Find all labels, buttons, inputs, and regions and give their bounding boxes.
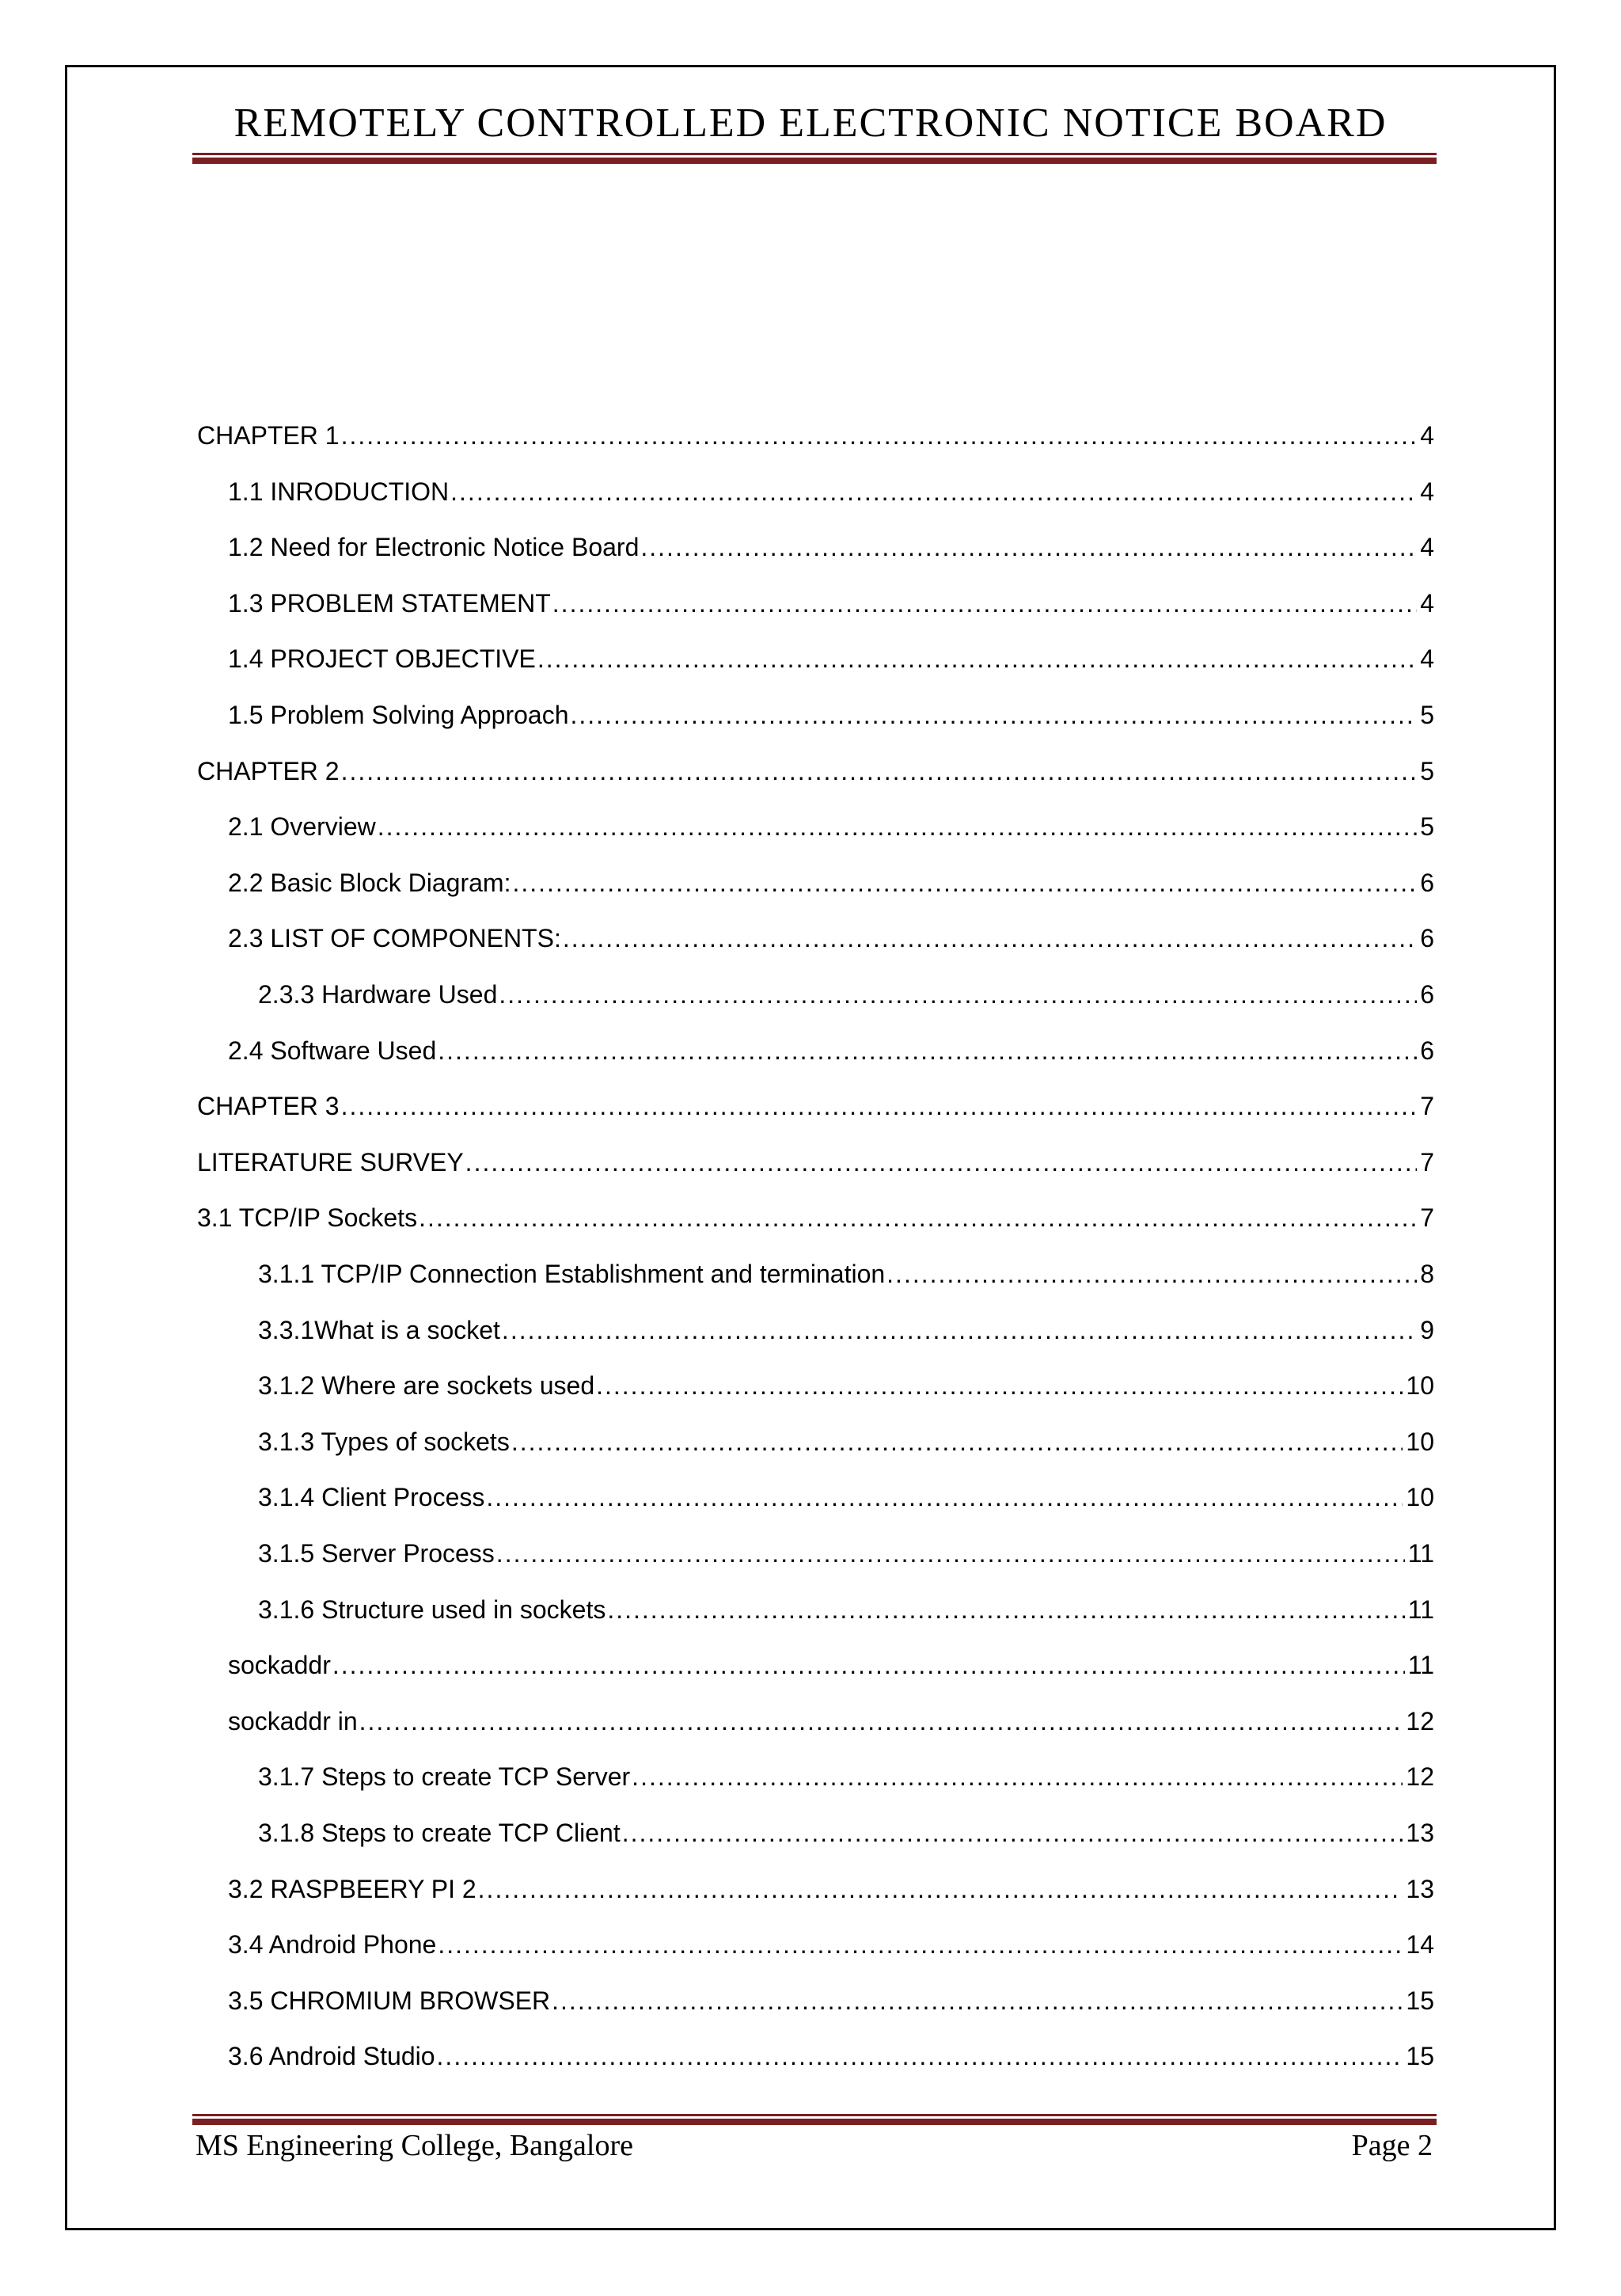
toc-entry-title: 3.1.2 Where are sockets used: [258, 1371, 595, 1400]
toc-entry[interactable]: [228, 1982, 1434, 2020]
toc-entry-title: 3.1.3 Types of sockets: [258, 1427, 510, 1456]
toc-dot-leader: [450, 473, 1417, 511]
toc-entry-page: 5: [1420, 812, 1434, 841]
toc-entry[interactable]: [228, 640, 1434, 678]
toc-dot-leader: [622, 1814, 1403, 1852]
footer-rule-thin: [192, 2114, 1437, 2116]
toc-entry-page: 7: [1420, 1148, 1434, 1177]
toc-entry[interactable]: [258, 1367, 1434, 1405]
toc-entry-page: 11: [1407, 1595, 1434, 1624]
toc-entry-title: 2.3.3 Hardware Used: [258, 980, 498, 1009]
toc-entry[interactable]: [258, 1534, 1434, 1572]
toc-entry[interactable]: [197, 1087, 1434, 1125]
toc-dot-leader: [511, 1423, 1403, 1461]
toc-entry-page: 4: [1420, 421, 1434, 450]
toc-entry[interactable]: [197, 416, 1434, 454]
toc-entry-page: 12: [1406, 1707, 1434, 1735]
toc-entry[interactable]: [258, 975, 1434, 1013]
toc-entry-title: 3.1.4 Client Process: [258, 1483, 485, 1511]
toc-dot-leader: [552, 584, 1417, 622]
toc-entry-page: 4: [1420, 477, 1434, 506]
toc-entry[interactable]: [228, 919, 1434, 957]
header-title: REMOTELY CONTROLLED ELECTRONIC NOTICE BOARD: [233, 101, 1388, 146]
toc-dot-leader: [512, 864, 1417, 902]
toc-dot-leader: [570, 696, 1417, 734]
toc-entry-page: 12: [1406, 1762, 1434, 1791]
toc-entry[interactable]: [228, 1646, 1434, 1684]
toc-entry-page: 4: [1420, 644, 1434, 673]
toc-entry-page: 15: [1406, 1986, 1434, 2015]
toc-entry-page: 11: [1407, 1539, 1434, 1568]
toc-entry-title: 2.2 Basic Block Diagram:: [228, 869, 511, 897]
toc-entry[interactable]: [197, 1199, 1434, 1237]
toc-dot-leader: [499, 975, 1417, 1013]
toc-entry-page: 7: [1420, 1203, 1434, 1232]
toc-entry-title: 3.1.8 Steps to create TCP Client: [258, 1819, 621, 1847]
toc-entry-title: 3.1.1 TCP/IP Connection Establishment and termination: [258, 1260, 886, 1288]
toc-entry-page: 5: [1420, 757, 1434, 785]
toc-dot-leader: [359, 1702, 1403, 1740]
toc-dot-leader: [537, 640, 1417, 678]
footer-page-number: Page 2: [1351, 2129, 1433, 2162]
footer-rule-thick: [192, 2119, 1437, 2125]
toc-entry-page: 10: [1406, 1483, 1434, 1511]
toc-entry[interactable]: [228, 696, 1434, 734]
toc-entry[interactable]: [228, 2037, 1434, 2075]
toc-dot-leader: [886, 1255, 1417, 1293]
toc-entry[interactable]: [228, 808, 1434, 846]
toc-entry[interactable]: [258, 1814, 1434, 1852]
toc-dot-leader: [607, 1591, 1404, 1629]
toc-entry-title: 3.6 Android Studio: [228, 2042, 435, 2070]
toc-entry-title: 2.3 LIST OF COMPONENTS:: [228, 924, 561, 952]
toc-entry[interactable]: [258, 1591, 1434, 1629]
toc-entry-title: sockaddr: [228, 1651, 331, 1679]
toc-entry[interactable]: [228, 473, 1434, 511]
toc-entry-page: 15: [1406, 2042, 1434, 2070]
toc-entry-title: 1.2 Need for Electronic Notice Board: [228, 533, 640, 561]
toc-entry-page: 6: [1420, 869, 1434, 897]
toc-entry-page: 9: [1420, 1316, 1434, 1344]
toc-entry-title: 2.4 Software Used: [228, 1036, 437, 1065]
toc-entry-title: 3.1.7 Steps to create TCP Server: [258, 1762, 631, 1791]
toc-entry[interactable]: [258, 1478, 1434, 1516]
toc-entry-page: 10: [1406, 1427, 1434, 1456]
toc-entry-title: sockaddr in: [228, 1707, 358, 1735]
toc-entry-page: 14: [1406, 1930, 1434, 1959]
toc-dot-leader: [341, 752, 1418, 790]
toc-entry[interactable]: [228, 864, 1434, 902]
toc-entry[interactable]: [228, 584, 1434, 622]
toc-entry-page: 6: [1420, 1036, 1434, 1065]
toc-entry-page: 10: [1406, 1371, 1434, 1400]
toc-dot-leader: [341, 416, 1418, 454]
toc-entry-title: 3.5 CHROMIUM BROWSER: [228, 1986, 551, 2015]
toc-dot-leader: [486, 1478, 1403, 1516]
toc-entry-title: CHAPTER 2: [197, 757, 340, 785]
toc-entry-title: 2.1 Overview: [228, 812, 376, 841]
toc-dot-leader: [438, 1925, 1403, 1963]
toc-entry-title: 3.1 TCP/IP Sockets: [197, 1203, 418, 1232]
toc-entry-title: CHAPTER 3: [197, 1092, 340, 1120]
toc-dot-leader: [563, 919, 1417, 957]
toc-entry-title: CHAPTER 1: [197, 421, 340, 450]
toc-dot-leader: [419, 1199, 1417, 1237]
toc-dot-leader: [496, 1534, 1405, 1572]
toc-entry[interactable]: [228, 1870, 1434, 1908]
toc-entry-title: 3.3.1What is a socket: [258, 1316, 500, 1344]
toc-entry-page: 6: [1420, 924, 1434, 952]
toc-entry-page: 11: [1407, 1651, 1434, 1679]
toc-dot-leader: [596, 1367, 1403, 1405]
toc-dot-leader: [378, 808, 1417, 846]
toc-entry[interactable]: [228, 528, 1434, 566]
toc-entry[interactable]: [258, 1311, 1434, 1349]
toc-entry[interactable]: [228, 1702, 1434, 1740]
toc-entry-title: 1.5 Problem Solving Approach: [228, 701, 569, 729]
toc-entry[interactable]: [197, 1143, 1434, 1181]
toc-dot-leader: [640, 528, 1417, 566]
toc-entry-page: 4: [1420, 589, 1434, 618]
toc-entry-title: 3.1.5 Server Process: [258, 1539, 495, 1568]
toc-entry-title: 1.1 INRODUCTION: [228, 477, 450, 506]
toc-entry[interactable]: [258, 1255, 1434, 1293]
toc-dot-leader: [632, 1758, 1403, 1796]
toc-entry-page: 8: [1420, 1260, 1434, 1288]
toc-dot-leader: [332, 1646, 1405, 1684]
toc-entry-title: 3.1.6 Structure used in sockets: [258, 1595, 606, 1624]
toc-dot-leader: [341, 1087, 1418, 1125]
toc-entry[interactable]: [228, 1925, 1434, 1963]
toc-dot-leader: [552, 1982, 1403, 2020]
toc-dot-leader: [465, 1143, 1418, 1181]
toc-entry-page: 13: [1406, 1819, 1434, 1847]
toc-dot-leader: [438, 1032, 1417, 1070]
toc-entry[interactable]: [197, 752, 1434, 790]
toc-entry-title: 1.4 PROJECT OBJECTIVE: [228, 644, 536, 673]
toc-entry-title: 3.2 RASPBEERY PI 2: [228, 1875, 476, 1903]
toc-entry-page: 7: [1420, 1092, 1434, 1120]
toc-dot-leader: [437, 2037, 1403, 2075]
toc-entry-title: 3.4 Android Phone: [228, 1930, 437, 1959]
toc-entry-page: 6: [1420, 980, 1434, 1009]
toc-entry-page: 13: [1406, 1875, 1434, 1903]
toc-dot-leader: [478, 1870, 1403, 1908]
toc-dot-leader: [502, 1311, 1417, 1349]
toc-entry[interactable]: [258, 1423, 1434, 1461]
toc-entry-page: 5: [1420, 701, 1434, 729]
footer-college: MS Engineering College, Bangalore: [196, 2129, 633, 2162]
toc-entry[interactable]: [228, 1032, 1434, 1070]
toc-entry-title: 1.3 PROBLEM STATEMENT: [228, 589, 551, 618]
toc-entry[interactable]: [258, 1758, 1434, 1796]
toc-entry-page: 4: [1420, 533, 1434, 561]
toc-entry-title: LITERATURE SURVEY: [197, 1148, 464, 1177]
